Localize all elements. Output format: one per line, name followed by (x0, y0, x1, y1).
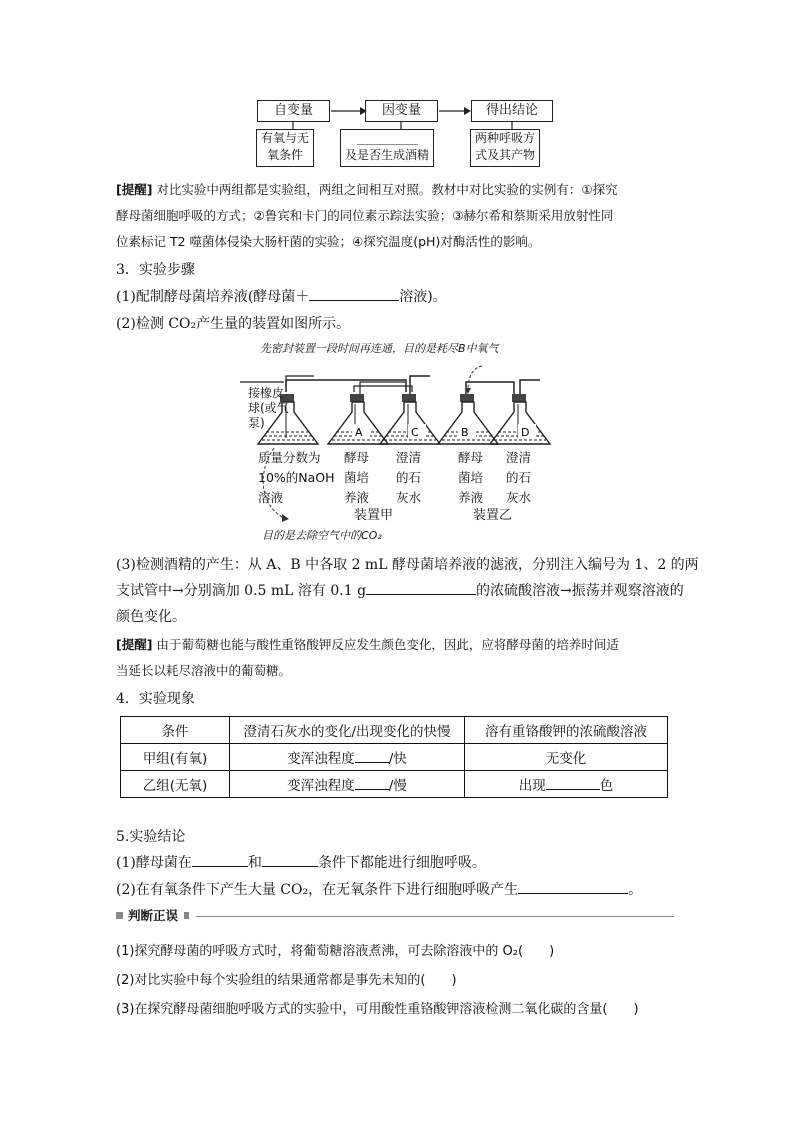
flow-box-conclusion: 得出结论 (471, 100, 553, 122)
judge-q1: (1)探究酵母菌的呼吸方式时，将葡萄糖溶液煮沸，可去除溶液中的 O₂( ) (116, 944, 555, 959)
table-header-row (121, 717, 668, 744)
r2c2-a: 变浑浊程度 (287, 778, 355, 794)
flow-sub2-line2: 及是否生成酒精 (344, 148, 429, 162)
flow-box-dependent-variable: 因变量 (365, 100, 438, 122)
step3-s1-a: (1)配制酵母菌培养液(酵母菌＋ (116, 289, 310, 305)
step5-l2-b: 。 (628, 882, 643, 898)
lime-jia-1: 澄清 (396, 450, 422, 465)
table-cell: 无变化 (465, 744, 668, 771)
step5-heading: 5.实验结论 (116, 829, 186, 845)
lime-yi-1: 澄清 (506, 450, 532, 465)
yeast-jia-2: 菌培 (344, 470, 370, 485)
lime-yi-3: 灰水 (506, 490, 532, 505)
r2c3-a: 出现 (518, 778, 546, 794)
tip2-line2: 当延长以耗尽溶液中的葡萄糖。 (116, 663, 292, 678)
yeast-label-jia (344, 448, 369, 508)
r2c3-b: 色 (599, 778, 614, 794)
yeast-yi-1: 酵母 (458, 450, 484, 465)
table-row (121, 771, 668, 798)
tip1-label: [提醒] (116, 182, 153, 197)
step3b-l1: (3)检测酒精的产生：从 A、B 中各取 2 mL 酵母菌培养液的滤液，分别注入编号为 1、2 的两 (116, 557, 699, 573)
table-cell: 甲组(有氧) (121, 744, 230, 771)
step4-heading: 4．实验现象 (116, 691, 195, 707)
blank-product (518, 879, 628, 894)
section-divider (196, 916, 674, 917)
flask-a (328, 394, 388, 444)
step3b-l2 (116, 580, 684, 602)
step3b-l2-b: 的浓硫酸溶液→振荡并观察溶液的 (476, 583, 684, 599)
blank-condition-1 (192, 852, 248, 867)
flask-b (438, 394, 498, 444)
flask-d-label: D (521, 426, 530, 439)
table-row (121, 744, 668, 771)
step3-s1-b: 溶液)。 (399, 289, 447, 305)
lime-label-yi (506, 448, 531, 508)
pump-label-1: 接橡皮 (248, 386, 285, 400)
table-header-cell: 溶有重铬酸钾的浓硫酸溶液 (465, 717, 668, 744)
set-jia-label: 装置甲 (354, 508, 394, 523)
apparatus-diagram (240, 338, 570, 548)
step3-heading: 3．实验步骤 (116, 262, 195, 278)
naoh-label-2: 10%的NaOH (258, 470, 335, 485)
pump-label-2: 球(或气 (248, 401, 289, 415)
set-yi-label: 装置乙 (473, 508, 513, 523)
flow-sub1-line1: 有氧与无 (260, 131, 309, 145)
r1c2-b: /快 (388, 751, 407, 767)
judge-q3: (3)在探究酵母菌细胞呼吸方式的实验中，可用酸性重铬酸钾溶液检测二氧化碳的含量( ) (116, 1002, 639, 1017)
blank-condition-2 (262, 852, 318, 867)
judge-q2: (2)对比实验中每个实验组的结果通常都是事先未知的( ) (116, 973, 457, 988)
yeast-yi-2: 菌培 (458, 470, 484, 485)
pump-label (248, 386, 289, 431)
step3-s2: (2)检测 CO₂产生量的装置如图所示。 (116, 316, 351, 332)
flow-sub3-line2: 式及其产物 (474, 148, 535, 162)
lime-jia-2: 的石 (396, 470, 422, 485)
lime-label-jia (396, 448, 421, 508)
blank-turbidity-1 (355, 748, 389, 763)
flow-sub2-blank: ____________ (357, 131, 417, 145)
tip1-line1 (116, 179, 618, 201)
yeast-label-yi (458, 448, 483, 508)
naoh-label-3: 溶液 (258, 490, 284, 505)
step5-l1-c: 条件下都能进行细胞呼吸。 (317, 855, 486, 871)
judge-section-header (116, 908, 676, 924)
table-cell (230, 771, 465, 798)
tip2-line1 (116, 634, 619, 656)
judge-title: 判断正误 (128, 908, 179, 923)
yeast-jia-3: 养液 (344, 490, 370, 505)
blank-culture-solution (309, 286, 399, 301)
flow-sub-box-2 (340, 129, 434, 167)
step3-s1 (116, 286, 447, 308)
flow-sub-box-1 (256, 129, 314, 167)
blank-color (546, 775, 600, 790)
step5-l1-a: (1)酵母菌在 (116, 855, 192, 871)
table-cell: 乙组(无氧) (121, 771, 230, 798)
naoh-label (258, 448, 335, 508)
table-cell (230, 744, 465, 771)
flask-b-label: B (461, 426, 469, 439)
flow-sub3-line1: 两种呼吸方 (474, 131, 535, 145)
flask-c (380, 394, 440, 444)
blank-reagent (366, 580, 476, 595)
lime-jia-3: 灰水 (396, 490, 422, 505)
step3b-l3: 颜色变化。 (116, 609, 186, 625)
apparatus-top-note: 先密封装置一段时间再连通，目的是耗尽B中氧气 (260, 342, 499, 355)
flask-d (490, 394, 550, 444)
flow-sub1-line2: 氧条件 (266, 148, 303, 162)
flask-a-label: A (355, 426, 363, 439)
step3b-l2-a: 支试管中→分别滴加 0.5 mL 溶有 0.1 g (116, 583, 367, 599)
table-header-cell: 澄清石灰水的变化/出现变化的快慢 (230, 717, 465, 744)
square-bullet-icon (116, 912, 123, 919)
flask-c-label: C (411, 426, 419, 439)
pump-label-3: 泵) (248, 416, 265, 430)
r2c2-b: /慢 (388, 778, 407, 794)
tip1-line2: 酵母菌细胞呼吸的方式；②鲁宾和卡门的同位素示踪法实验；③赫尔希和蔡斯采用放射性同 (116, 208, 614, 223)
yeast-yi-3: 养液 (458, 490, 484, 505)
step5-l2 (116, 879, 642, 901)
step5-l1-b: 和 (247, 855, 262, 871)
tip1-line3: 位素标记 T2 噬菌体侵染大肠杆菌的实验；④探究温度(pH)对酶活性的影响。 (116, 234, 541, 249)
table-cell (465, 771, 668, 798)
tip2-text-1: 由于葡萄糖也能与酸性重铬酸钾反应发生颜色变化，因此，应将酵母菌的培养时间适 (156, 637, 619, 652)
step5-l2-a: (2)在有氧条件下产生大量 CO₂，在无氧条件下进行细胞呼吸产生 (116, 882, 519, 898)
step5-l1 (116, 852, 486, 874)
tip1-text-1: 对比实验中两组都是实验组，两组之间相互对照。教材中对比实验的实例有：①探究 (156, 182, 618, 197)
results-table (120, 716, 668, 798)
flow-sub-box-3 (470, 129, 540, 167)
table-header-cell: 条件 (121, 717, 230, 744)
blank-turbidity-2 (355, 775, 389, 790)
flow-box-independent-variable: 自变量 (257, 100, 330, 122)
r1c2-a: 变浑浊程度 (287, 751, 355, 767)
lime-yi-2: 的石 (506, 470, 532, 485)
naoh-label-1: 质量分数为 (258, 450, 321, 465)
apparatus-bottom-note: 目的是去除空气中的CO₂ (262, 529, 382, 542)
yeast-jia-1: 酵母 (344, 450, 370, 465)
tip2-label: [提醒] (116, 637, 153, 652)
square-bullet-icon (184, 912, 189, 919)
